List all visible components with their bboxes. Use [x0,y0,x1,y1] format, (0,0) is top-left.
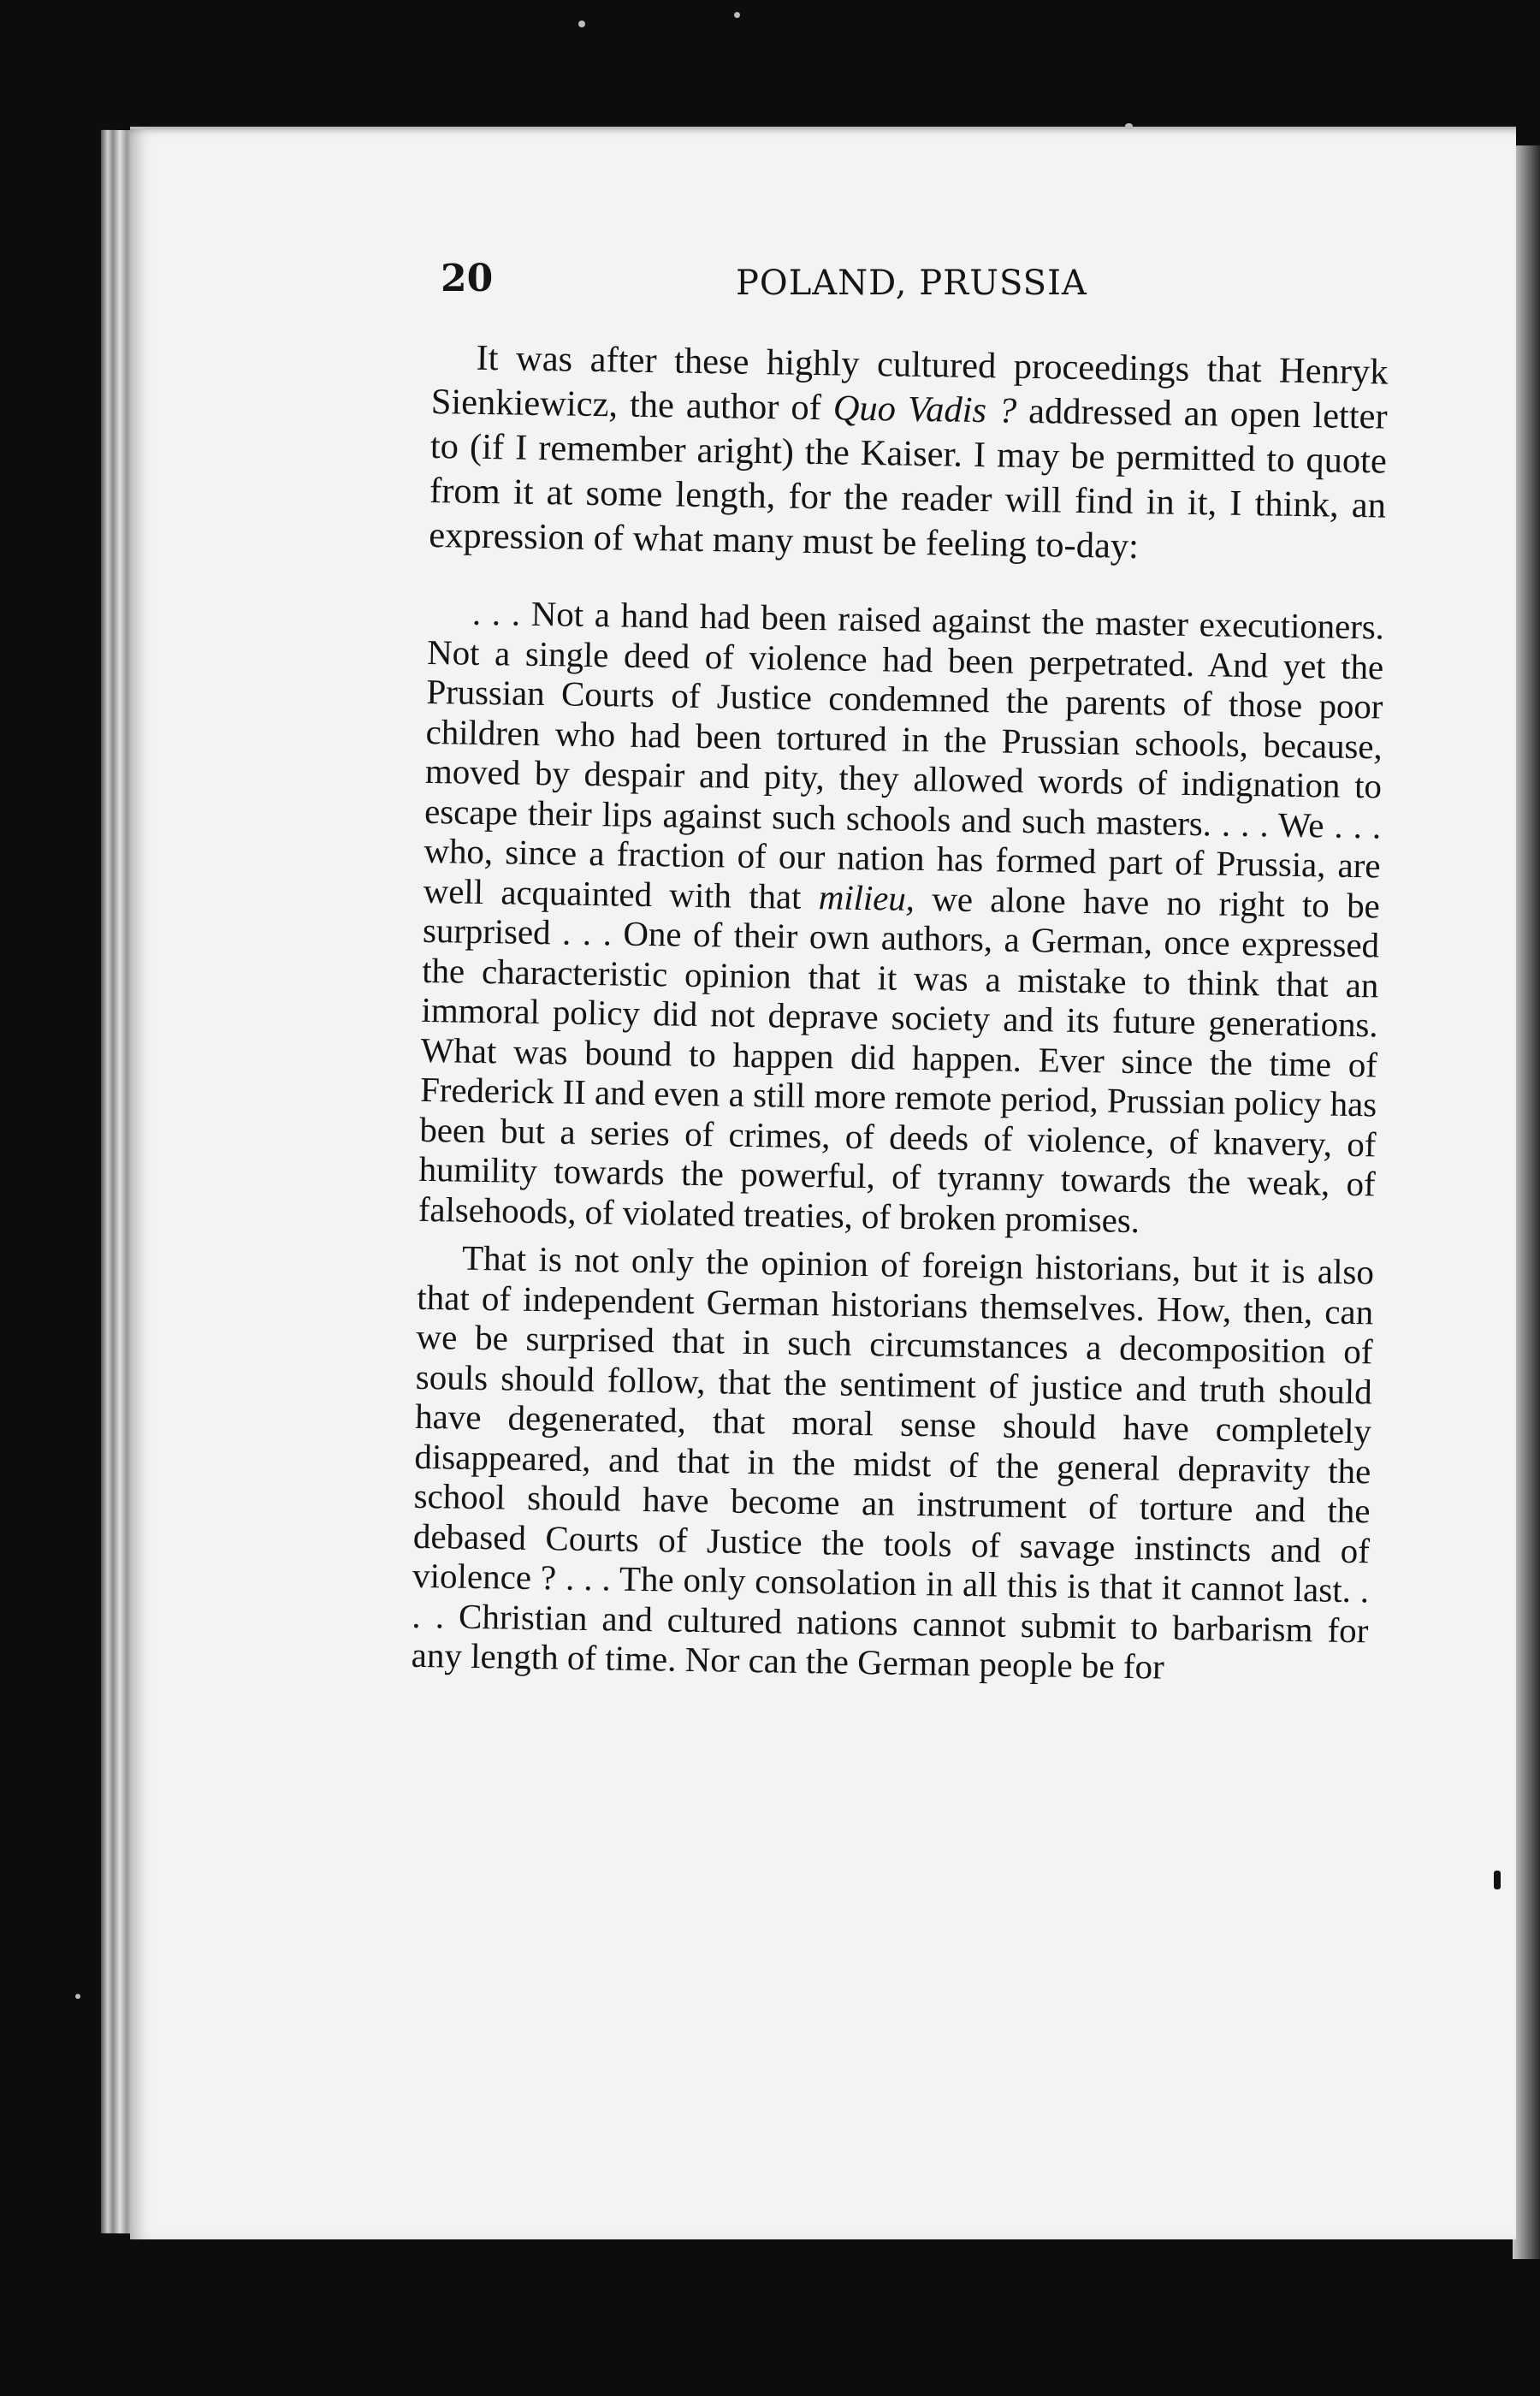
continuation-paragraph: That is not only the opinion of foreign historians, but it is also that of independent German historians themselves. How, then, can we be surprised that in such circumstances a decomposition of souls should follow, that the sentiment of justice and truth should have degenerated, that moral sense should have completely disappeared, and that in the midst of the general depravity the school should have become an instrument of torture and the debased Courts of Justice the tools of savage instincts and of violence ? . . . The only consolation in all this is that it cannot last. . . . Christian and cultured nations cannot submit to barbarism for any length of time. Nor can the German people be for [411,1237,1375,1687]
running-head: POLAND, PRUSSIA [736,264,1087,303]
intro-text-start: It was after these highly cultured proceedings that Henryk Sienkiewicz, the author of [430,337,1389,429]
intro-text-end: addressed an open letter to (if I remember aright) the Kaiser. I may be permitted to quote from it at some length, for the reader will find in it, I think, an expression of what many must be feeling to-day: [428,390,1389,567]
book-title: Quo Vadis ? [832,388,1017,431]
quote-text-start: . . . Not a hand had been raised against the master executioners. Not a single deed of violence had been perpetrated. And yet the Prussian Courts of Justice condemned the parents of those poor children who had been tortured in the Prussian schools, because, moved by despair and pity, they allowed words of indignation to escape their lips against such schools and such masters. . . . We . . . who, since a fraction of our nation has formed part of Prussia, are well acquainted with that [423,592,1385,916]
margin-mark [1494,1871,1501,1889]
page-right-edge-shadow [1513,145,1540,2259]
page-number: 20 [441,257,494,300]
page-header [441,257,1125,325]
dust-speck [578,21,585,27]
quote-italic-word: milieu, [818,876,915,918]
dust-speck [75,1994,80,1999]
quote-text-end: we alone have no right to be surprised . . . One of their own authors, a German, once expressed the characteristic opinion that it was a mistake to think that an immoral policy did not deprave society and its future generations. What was bound to happen did happen. Ever since the time of Frederick II and even a still more remote period, Prussian policy has been but a series of crimes, of deeds of violence, of knavery, of humility towards the powerful, of tyranny towards the weak, of falsehoods, of violated treaties, of broken promises. [418,878,1381,1240]
quoted-letter-paragraph [418,592,1385,1243]
body-text [411,335,1388,1690]
intro-paragraph [429,335,1389,573]
dust-speck [734,12,740,18]
